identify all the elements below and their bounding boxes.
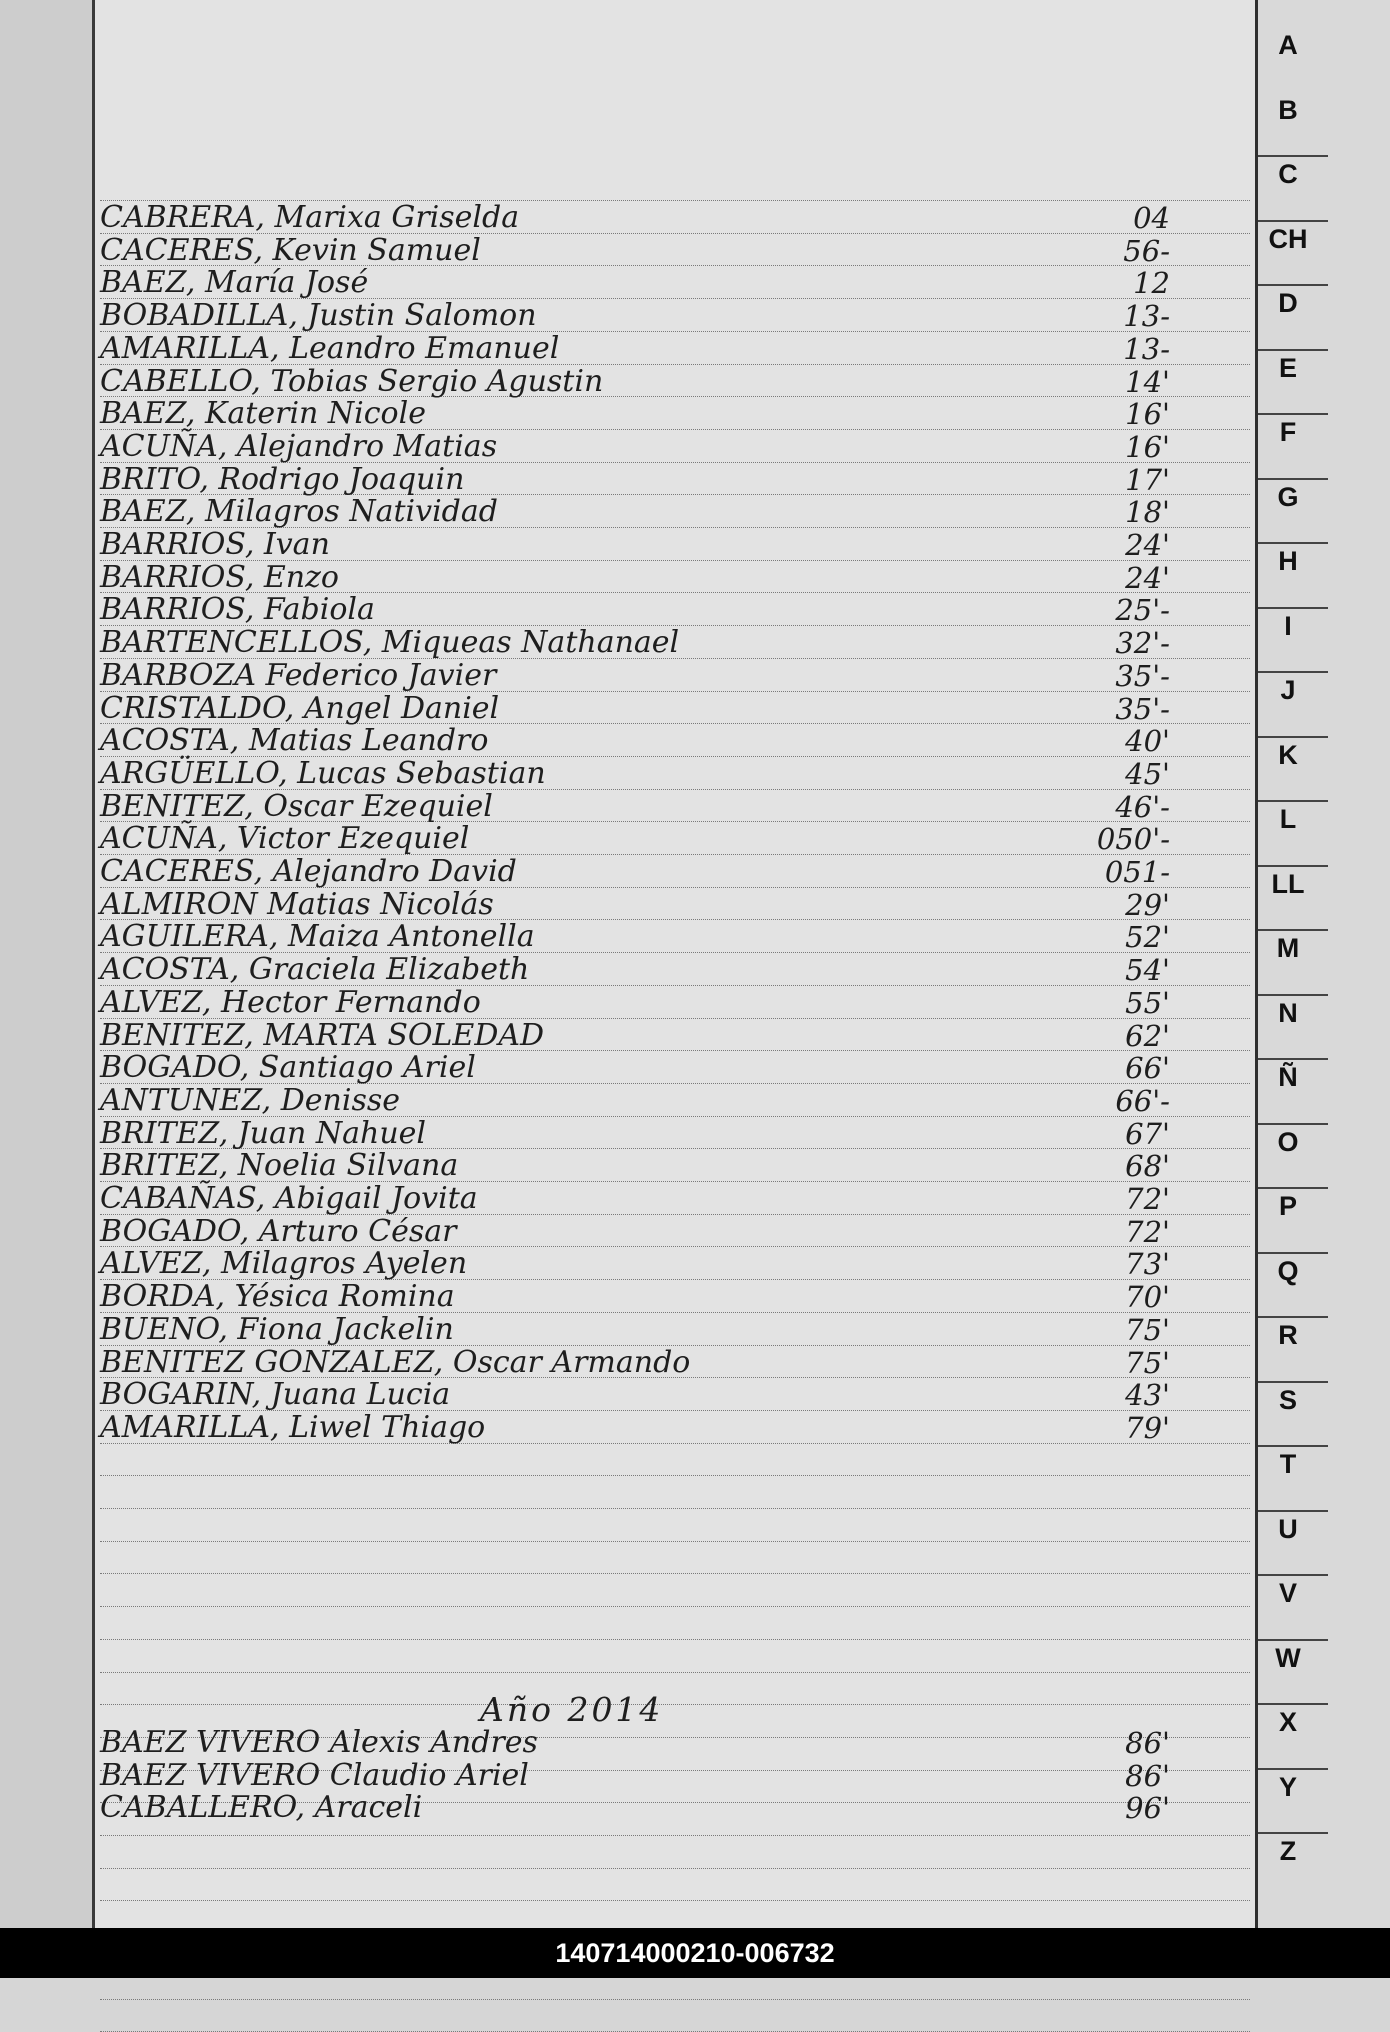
student-name: BRITEZ, Juan Nahuel bbox=[100, 1115, 427, 1151]
index-tab[interactable]: X bbox=[1278, 1707, 1297, 1737]
student-name: ALMIRON Matias Nicolás bbox=[100, 886, 494, 922]
ruled-line bbox=[100, 1999, 1250, 2000]
index-tab[interactable]: E bbox=[1278, 352, 1297, 383]
list-item bbox=[100, 625, 1250, 661]
index-tab[interactable]: T bbox=[1279, 1449, 1297, 1479]
tab-divider bbox=[1258, 1316, 1328, 1318]
index-tab[interactable]: O bbox=[1277, 1126, 1299, 1157]
index-tab[interactable]: S bbox=[1278, 1384, 1297, 1415]
index-tab[interactable]: B bbox=[1278, 94, 1298, 125]
student-name: BENITEZ, MARTA SOLEDAD bbox=[100, 1017, 545, 1053]
student-name: ACOSTA, Graciela Elizabeth bbox=[100, 952, 530, 988]
register-number: 04 bbox=[1133, 201, 1170, 235]
list-item bbox=[100, 919, 1250, 955]
alphabet-index bbox=[1255, 0, 1390, 1928]
student-name: BARRIOS, Enzo bbox=[100, 559, 339, 595]
tab-divider bbox=[1258, 1187, 1328, 1189]
register-number: 35'- bbox=[1115, 691, 1170, 726]
list-item bbox=[100, 854, 1250, 889]
student-name: CABRERA, Marixa Griselda bbox=[100, 200, 520, 235]
index-tab[interactable]: Z bbox=[1279, 1836, 1297, 1866]
register-number: 55' bbox=[1125, 985, 1170, 1020]
student-name: ACUÑA, Victor Ezequiel bbox=[100, 821, 470, 857]
list-item bbox=[100, 1311, 1250, 1347]
index-tab[interactable]: G bbox=[1277, 481, 1299, 512]
ruled-line bbox=[100, 1541, 1250, 1542]
tab-divider bbox=[1258, 671, 1328, 673]
ruled-line bbox=[100, 1508, 1250, 1509]
register-number: 16' bbox=[1125, 397, 1170, 432]
register-number: 40' bbox=[1125, 724, 1170, 759]
tab-divider bbox=[1258, 349, 1328, 351]
list-item bbox=[100, 821, 1250, 857]
register-number: 79' bbox=[1125, 1410, 1170, 1445]
list-item bbox=[100, 657, 1250, 693]
register-number: 66'- bbox=[1115, 1083, 1170, 1118]
register-number: 25'- bbox=[1115, 593, 1170, 628]
tab-divider bbox=[1258, 1510, 1328, 1512]
list-item bbox=[100, 494, 1250, 530]
register-number: 18' bbox=[1125, 495, 1170, 530]
tab-divider bbox=[1258, 1123, 1328, 1125]
register-number: 46'- bbox=[1115, 789, 1170, 824]
student-name: BOGADO, Santiago Ariel bbox=[100, 1050, 476, 1086]
tab-divider bbox=[1258, 1445, 1328, 1447]
list-item bbox=[100, 428, 1250, 464]
register-number: 24' bbox=[1125, 528, 1170, 562]
list-item bbox=[100, 232, 1250, 268]
ruled-line bbox=[100, 1639, 1250, 1640]
student-name: AMARILLA, Liwel Thiago bbox=[100, 1409, 486, 1445]
index-tab[interactable]: W bbox=[1275, 1642, 1301, 1673]
tab-divider bbox=[1258, 284, 1328, 286]
tab-divider bbox=[1258, 413, 1328, 415]
register-number: 35'- bbox=[1115, 658, 1170, 693]
tab-divider bbox=[1258, 155, 1328, 157]
index-tab[interactable]: F bbox=[1279, 417, 1297, 447]
ruled-line bbox=[100, 1835, 1250, 1836]
index-tab[interactable]: A bbox=[1278, 30, 1298, 60]
ruled-line bbox=[100, 1868, 1250, 1869]
list-item bbox=[100, 1082, 1250, 1118]
index-tab[interactable]: M bbox=[1276, 933, 1300, 963]
list-item bbox=[100, 330, 1250, 366]
register-number: 73' bbox=[1125, 1247, 1170, 1282]
tab-divider bbox=[1258, 929, 1328, 931]
index-tab[interactable]: D bbox=[1278, 288, 1298, 318]
student-name: BOGADO, Arturo César bbox=[100, 1213, 457, 1249]
tab-divider bbox=[1258, 865, 1328, 867]
list-item bbox=[100, 461, 1250, 497]
list-item bbox=[100, 1757, 1250, 1793]
register-number: 32'- bbox=[1115, 626, 1170, 661]
binding-margin bbox=[0, 0, 95, 1928]
tab-divider bbox=[1258, 1574, 1328, 1576]
list-item bbox=[100, 788, 1250, 824]
index-tab[interactable]: N bbox=[1278, 997, 1298, 1028]
student-name: CABAÑAS, Abigail Jovita bbox=[100, 1181, 478, 1216]
student-name: AMARILLA, Leandro Emanuel bbox=[100, 330, 560, 366]
student-name: BRITEZ, Noelia Silvana bbox=[100, 1148, 459, 1184]
ruled-line bbox=[100, 1704, 1250, 1705]
list-item bbox=[100, 723, 1250, 759]
register-number: 86' bbox=[1125, 1726, 1170, 1760]
list-item bbox=[100, 1213, 1250, 1249]
ruled-line bbox=[100, 1672, 1250, 1673]
student-name: CACERES, Alejandro David bbox=[100, 854, 517, 889]
register-number: 16' bbox=[1125, 429, 1170, 464]
student-name: BARTENCELLOS, Miqueas Nathanael bbox=[100, 625, 680, 661]
register-number: 75' bbox=[1125, 1312, 1170, 1347]
list-item bbox=[100, 1409, 1250, 1445]
student-name: BAEZ VIVERO Claudio Ariel bbox=[100, 1757, 529, 1793]
index-tab[interactable]: C bbox=[1278, 159, 1298, 189]
list-item bbox=[100, 1017, 1250, 1053]
register-number: 54' bbox=[1125, 953, 1170, 988]
index-tab[interactable]: J bbox=[1280, 675, 1296, 705]
tab-divider bbox=[1258, 220, 1328, 222]
student-name: BENITEZ, Oscar Ezequiel bbox=[100, 788, 493, 824]
student-name: BUENO, Fiona Jackelin bbox=[100, 1311, 454, 1347]
student-name: ACOSTA, Matias Leandro bbox=[100, 723, 489, 759]
tab-divider bbox=[1258, 478, 1328, 480]
register-number: 62' bbox=[1125, 1018, 1170, 1053]
list-item bbox=[100, 1148, 1250, 1184]
student-name: AGUILERA, Maiza Antonella bbox=[100, 919, 535, 955]
index-tab[interactable]: Q bbox=[1277, 1255, 1299, 1286]
student-name: BAEZ VIVERO Alexis Andres bbox=[100, 1725, 538, 1760]
list-item bbox=[100, 592, 1250, 628]
ruled-line bbox=[100, 1606, 1250, 1607]
student-name: BOBADILLA, Justin Salomon bbox=[100, 298, 537, 334]
list-item bbox=[100, 1246, 1250, 1282]
list-item bbox=[100, 363, 1250, 399]
list-item bbox=[100, 755, 1250, 791]
list-item bbox=[100, 1279, 1250, 1315]
student-name: BAEZ, María José bbox=[100, 265, 369, 301]
year-heading: Año 2014 bbox=[480, 1690, 664, 1729]
tab-divider bbox=[1258, 1058, 1328, 1060]
list-item bbox=[100, 396, 1250, 432]
index-tab[interactable]: U bbox=[1278, 1513, 1298, 1544]
student-name: ALVEZ, Hector Fernando bbox=[100, 984, 481, 1020]
list-item bbox=[100, 200, 1250, 235]
list-item bbox=[100, 1377, 1250, 1413]
index-tab[interactable]: Ñ bbox=[1278, 1062, 1298, 1092]
index-tab[interactable]: LL bbox=[1271, 868, 1305, 899]
tab-divider bbox=[1258, 542, 1328, 544]
register-number: 56- bbox=[1123, 233, 1170, 268]
list-item bbox=[100, 952, 1250, 988]
tab-divider bbox=[1258, 1639, 1328, 1641]
student-name: ACUÑA, Alejandro Matias bbox=[100, 428, 498, 464]
index-tab[interactable]: V bbox=[1278, 1578, 1297, 1608]
list-item bbox=[100, 1181, 1250, 1216]
student-name: BARRIOS, Fabiola bbox=[100, 592, 375, 628]
list-item bbox=[100, 1790, 1250, 1826]
register-number: 96' bbox=[1125, 1791, 1170, 1826]
student-name: BORDA, Yésica Romina bbox=[100, 1279, 455, 1315]
register-number: 17' bbox=[1125, 462, 1170, 497]
register-number: 75' bbox=[1125, 1345, 1170, 1380]
register-number: 70' bbox=[1125, 1280, 1170, 1315]
list-item bbox=[100, 1344, 1250, 1380]
register-number: 52' bbox=[1125, 920, 1170, 955]
list-item bbox=[100, 984, 1250, 1020]
student-name: BRITO, Rodrigo Joaquin bbox=[100, 461, 465, 497]
list-item bbox=[100, 690, 1250, 726]
tab-divider bbox=[1258, 994, 1328, 996]
student-name: ALVEZ, Milagros Ayelen bbox=[100, 1246, 468, 1282]
tab-divider bbox=[1258, 736, 1328, 738]
student-name: BARRIOS, Ivan bbox=[100, 527, 330, 562]
register-number: 67' bbox=[1125, 1116, 1170, 1151]
index-tab[interactable]: P bbox=[1278, 1191, 1297, 1221]
ruled-line bbox=[100, 1573, 1250, 1574]
register-number: 72' bbox=[1125, 1182, 1170, 1216]
student-name: BAEZ, Katerin Nicole bbox=[100, 396, 426, 432]
index-tab[interactable]: H bbox=[1278, 546, 1298, 576]
tab-divider bbox=[1258, 1381, 1328, 1383]
list-item bbox=[100, 559, 1250, 595]
ruled-line bbox=[100, 1475, 1250, 1476]
index-tab[interactable]: L bbox=[1279, 804, 1297, 834]
index-tab[interactable]: K bbox=[1278, 739, 1298, 770]
register-number: 43' bbox=[1125, 1378, 1170, 1413]
student-name: BAEZ, Milagros Natividad bbox=[100, 494, 498, 530]
list-item bbox=[100, 265, 1250, 301]
document-id-footer: 140714000210-006732 bbox=[0, 1928, 1390, 1978]
student-name: BOGARIN, Juana Lucia bbox=[100, 1377, 451, 1413]
tab-divider bbox=[1258, 1768, 1328, 1770]
register-number: 45' bbox=[1125, 756, 1170, 791]
register-number: 29' bbox=[1125, 887, 1170, 922]
register-number: 86' bbox=[1125, 1758, 1170, 1793]
tab-divider bbox=[1258, 1832, 1328, 1834]
tab-divider bbox=[1258, 800, 1328, 802]
student-name: ARGÜELLO, Lucas Sebastian bbox=[100, 755, 546, 791]
index-tab[interactable]: Y bbox=[1278, 1771, 1297, 1802]
student-name: ANTUNEZ, Denisse bbox=[100, 1082, 401, 1118]
list-item bbox=[100, 1725, 1250, 1760]
register-number: 72' bbox=[1125, 1214, 1170, 1249]
register-number: 050'- bbox=[1096, 822, 1170, 857]
list-item bbox=[100, 527, 1250, 562]
student-name: BARBOZA Federico Javier bbox=[100, 657, 497, 693]
student-name: CACERES, Kevin Samuel bbox=[100, 232, 481, 268]
tab-divider bbox=[1258, 607, 1328, 609]
register-number: 051- bbox=[1104, 855, 1170, 889]
register-number: 66' bbox=[1125, 1051, 1170, 1086]
index-tab[interactable]: I bbox=[1284, 610, 1292, 641]
ruled-line bbox=[100, 1900, 1250, 1901]
register-number: 24' bbox=[1125, 560, 1170, 595]
student-name: BENITEZ GONZALEZ, Oscar Armando bbox=[100, 1344, 691, 1380]
tab-divider bbox=[1258, 1252, 1328, 1254]
tab-divider bbox=[1258, 1703, 1328, 1705]
register-number: 68' bbox=[1125, 1149, 1170, 1184]
list-item bbox=[100, 886, 1250, 922]
register-number: 13- bbox=[1123, 299, 1170, 334]
student-name: CABELLO, Tobias Sergio Agustin bbox=[100, 363, 604, 399]
register-number: 13- bbox=[1123, 331, 1170, 366]
list-item bbox=[100, 1050, 1250, 1086]
list-item bbox=[100, 298, 1250, 334]
register-number: 12 bbox=[1133, 266, 1170, 301]
register-number: 14' bbox=[1125, 364, 1170, 399]
list-item bbox=[100, 1115, 1250, 1151]
index-tab[interactable]: R bbox=[1278, 1320, 1298, 1350]
student-name: CRISTALDO, Angel Daniel bbox=[100, 690, 500, 726]
student-name: CABALLERO, Araceli bbox=[100, 1790, 423, 1826]
index-tab[interactable]: CH bbox=[1268, 223, 1308, 254]
